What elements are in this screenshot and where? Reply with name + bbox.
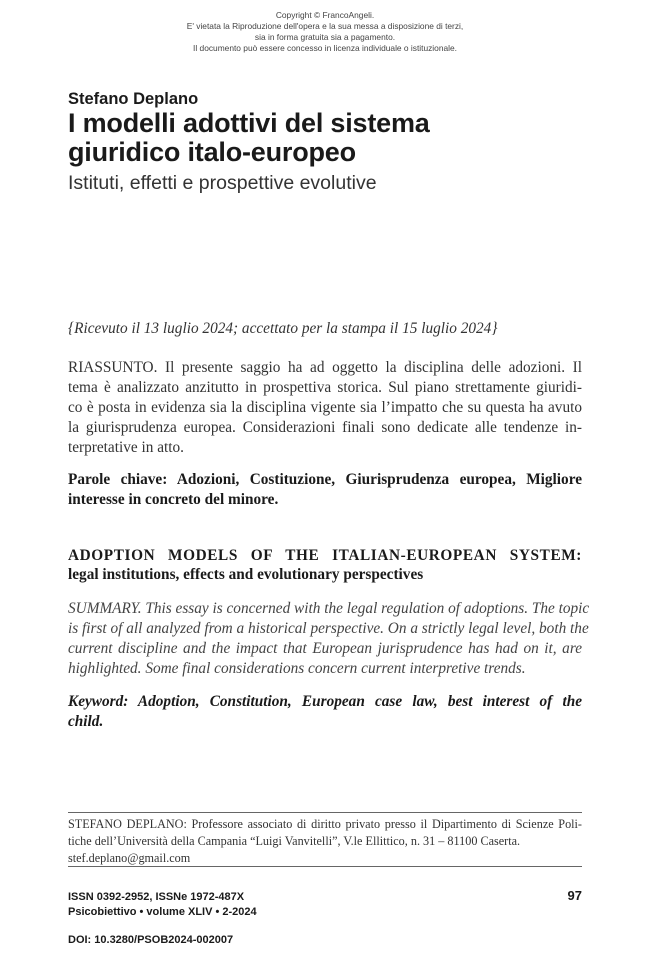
abstract-line: current discipline and the impact that European jurisprudence has had on it, are <box>68 640 582 657</box>
author-name: Stefano Deplano <box>68 90 199 108</box>
keywords-line: Keyword: Adoption, Constitution, European case law, best interest of the <box>68 693 582 710</box>
abstract-line: is first of all analyzed from a historical perspective. On a strictly legal level, both the <box>68 620 589 637</box>
doi-line: DOI: 10.3280/PSOB2024-002007 <box>68 934 234 946</box>
abstract-italian <box>68 358 582 458</box>
journal-line: Psicobiettivo • volume XLIV • 2-2024 <box>68 906 257 918</box>
abstract-line: co è posta in evidenza sia la disciplina vigente sia l’impatto che su questa ha avuto <box>68 399 582 416</box>
abstract-line: RIASSUNTO. Il presente saggio ha ad oggetto la disciplina delle adozioni. Il <box>68 359 582 376</box>
page-number: 97 <box>567 888 582 903</box>
issn-line: ISSN 0392-2952, ISSNe 1972-487X <box>68 891 245 903</box>
english-title-line: ADOPTION MODELS OF THE ITALIAN-EUROPEAN SYSTEM: <box>68 547 582 564</box>
keywords-line: interesse in concreto del minore. <box>68 491 279 508</box>
abstract-line: la giurisprudenza europea. Considerazioni finali sono dedicate alle tendenze in- <box>68 419 582 436</box>
article-title <box>68 109 628 167</box>
author-email: stef.deplano@gmail.com <box>68 851 191 865</box>
copyright-line: Copyright © FrancoAngeli. <box>275 10 375 20</box>
copyright-line: E' vietata la Riproduzione dell'opera e la sua messa a disposizione di terzi, <box>186 21 464 31</box>
keywords-line: Parole chiave: Adozioni, Costituzione, Giurisprudenza europea, Migliore <box>68 471 582 488</box>
abstract-line: highlighted. Some final considerations concern current interpretive trends. <box>68 660 526 677</box>
copyright-notice <box>0 10 650 54</box>
keywords-line: child. <box>68 713 104 730</box>
footnote-top-rule <box>68 812 582 813</box>
footnote-bottom-rule <box>68 866 582 867</box>
abstract-line: tema è analizzato anzitutto in prospettiva storica. Sul piano strettamente giuridi- <box>68 379 582 396</box>
note-line: tiche dell’Università della Campania “Luigi Vanvitelli”, V.le Ellittico, n. 31 – 81100 Caserta. <box>68 834 521 848</box>
copyright-line: sia in forma gratuita sia a pagamento. <box>254 32 396 42</box>
abstract-line: terpretative in atto. <box>68 439 184 456</box>
english-subtitle-line: legal institutions, effects and evolutionary perspectives <box>68 566 424 583</box>
note-line: STEFANO DEPLANO: Professore associato di diritto privato presso il Dipartimento di Scienze Poli- <box>68 817 582 831</box>
abstract-line: SUMMARY. This essay is concerned with the legal regulation of adoptions. The topic <box>68 600 590 617</box>
article-subtitle: Istituti, effetti e prospettive evolutive <box>68 172 377 194</box>
author-affiliation-note <box>68 816 582 867</box>
copyright-line: Il documento può essere concesso in licenza individuale o istituzionale. <box>193 43 457 53</box>
english-subtitle <box>68 565 582 584</box>
received-dates: {Ricevuto il 13 luglio 2024; accettato per la stampa il 15 luglio 2024} <box>68 320 498 337</box>
abstract-english <box>68 599 590 679</box>
article-title-line: giuridico italo-europeo <box>68 137 356 167</box>
english-title <box>68 546 582 565</box>
keywords-english <box>68 692 582 732</box>
keywords-italian <box>68 470 582 510</box>
article-title-line: I modelli adottivi del sistema <box>68 108 430 138</box>
